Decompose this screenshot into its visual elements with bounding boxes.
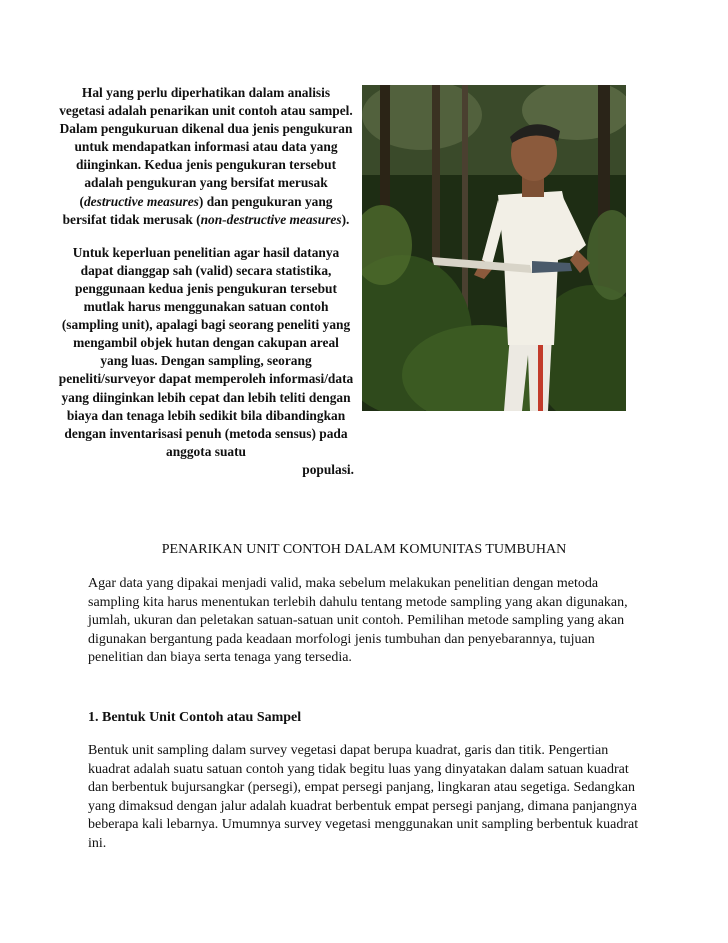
sidebar-p1-lead: Hal yang perlu diperhatikan dalam analisis vegetasi adalah penarikan unit contoh atau sampel. Dalam pengukuruan dikenal dua jenis pengukuran untuk mendapatkan informasi atau data yang diinginkan. Kedua jenis pengukuran tersebut adalah pengukuran yang bersifat merusak ( — [59, 85, 353, 209]
subsection-paragraph: Bentuk unit sampling dalam survey vegetasi dapat berupa kuadrat, garis dan titik. Pengertian kuadrat adalah suatu satuan contoh yang tidak begitu luas yang dinyatakan dalam satuan kuadrat dan berbentuk bujursangkar (persegi), empat persegi panjang, lingkaran atau segetiga. Sedangkan yang dimaksud dengan jalur adalah kuadrat berbentuk empat persegi panjang, dimana panjangnya beberapa kali lebarnya. Umumnya survey vegetasi menggunakan unit sampling berbentuk kuadrat ini. — [88, 743, 639, 851]
sidebar-paragraph-2 — [58, 244, 354, 479]
sidebar-paragraph-1 — [58, 84, 354, 229]
term-destructive: destructive measures — [83, 193, 199, 209]
subsection-heading: 1. Bentuk Unit Contoh atau Sampel — [88, 710, 302, 725]
researcher-forest-photo — [362, 85, 626, 411]
term-non-destructive: non-destructive measures — [200, 211, 342, 227]
sidebar-p2-text: Untuk keperluan penelitian agar hasil datanya dapat dianggap sah (valid) secara statistika, penggunaan kedua jenis pengukuran tersebut mutlak harus menggunakan satuan contoh (sampling unit), apalagi bagi seorang peneliti yang mengambil objek hutan dengan cakupan areal yang luas. Dengan sampling, seorang peneliti/surveyor dapat memperoleh informasi/data yang diinginkan lebih cepat dan lebih teliti dengan biaya dan tenaga lebih sedikit bila dibandingkan dengan inventarisasi penuh (metoda sensus) pada anggota suatu — [58, 244, 354, 459]
sidebar-p1-end: ). — [341, 211, 350, 227]
intro-paragraph: Agar data yang dipakai menjadi valid, maka sebelum melakukan penelitian dengan metoda sampling kita harus menentukan terlebih dahulu tentang metode sampling yang akan digunakan, jumlah, ukuran dan peletakan satuan-satuan unit contoh. Pemilihan metode sampling yang akan digunakan bergantung pada keadaan morfologi jenis tumbuhan dan penyebarannya, tujuan penelitian dan biaya serta tenaga yang tersedia. — [88, 576, 628, 666]
section-heading: PENARIKAN UNIT CONTOH DALAM KOMUNITAS TUMBUHAN — [161, 542, 567, 557]
sidebar-text-column — [58, 84, 354, 479]
sidebar-p2-last-word: populasi. — [302, 461, 354, 477]
sidebar-p1-mid: ) dan pengukuran yang bersifat tidak merusak ( — [62, 193, 333, 227]
